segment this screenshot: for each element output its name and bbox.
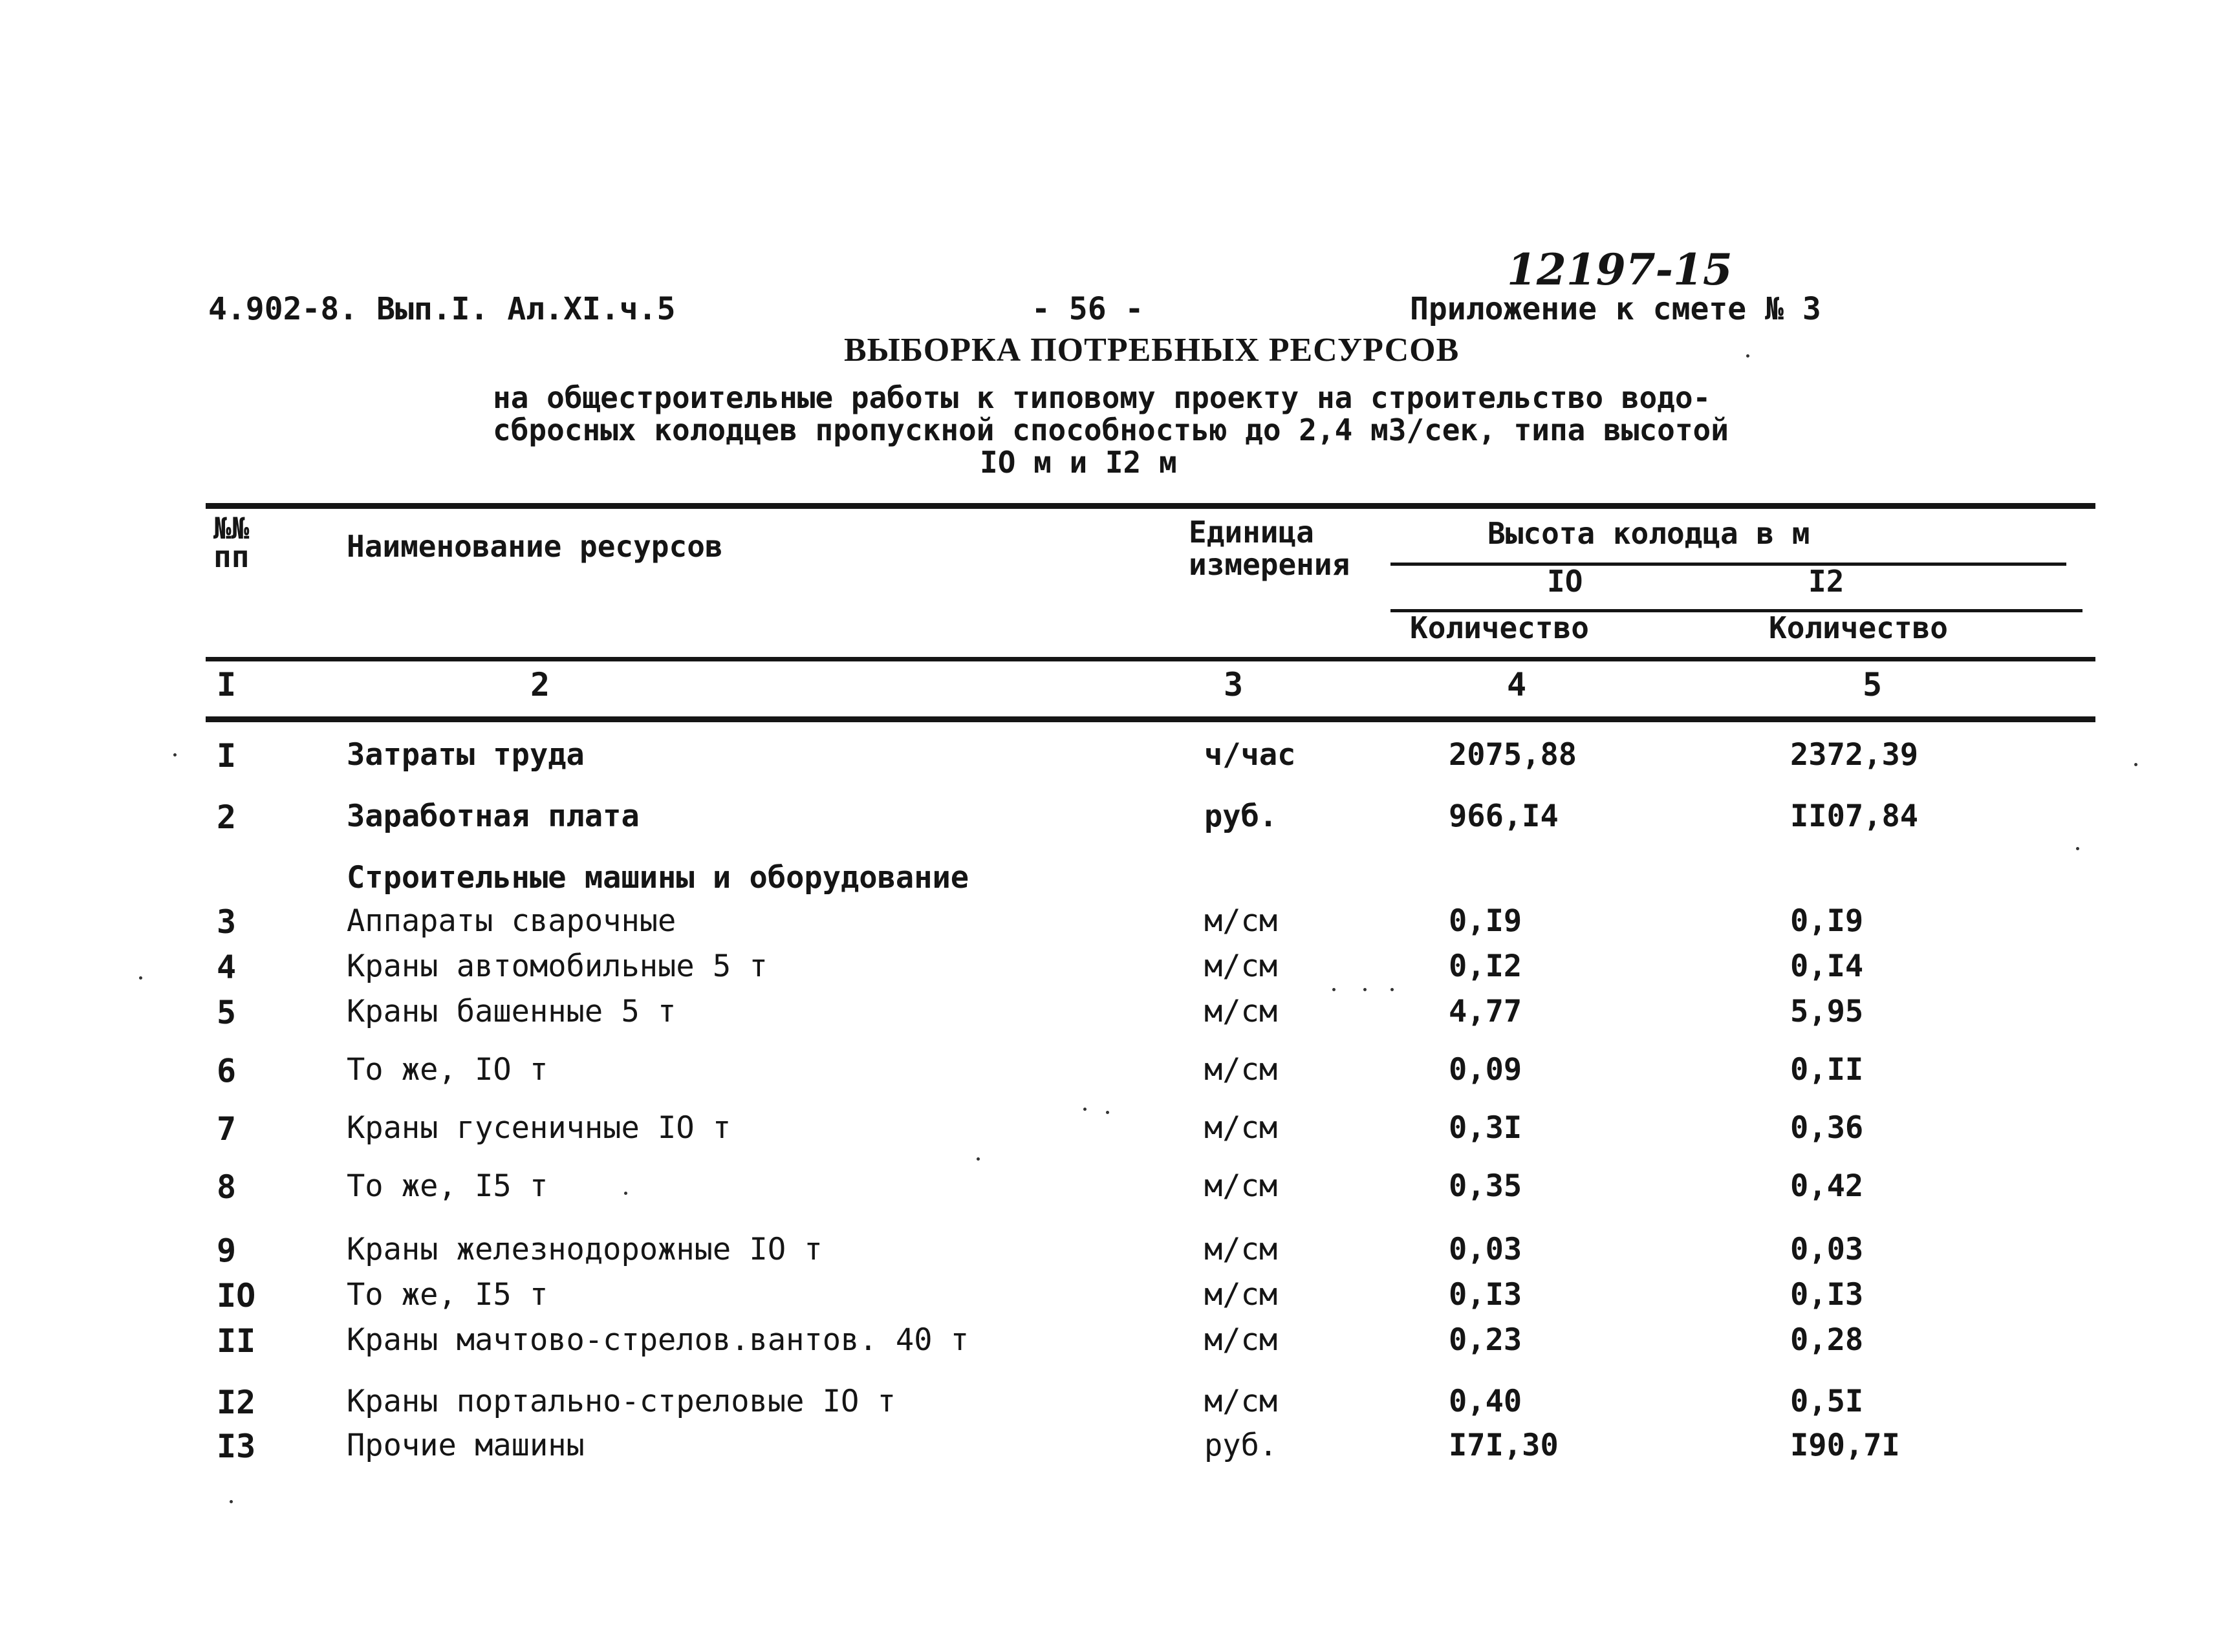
row-number: I [217, 737, 237, 775]
quantity-12m: 5,95 [1790, 994, 1864, 1029]
header-quantity-12: Количество [1769, 610, 1948, 645]
header-unit: Единица измерения [1189, 515, 1350, 582]
unit: м/см [1204, 949, 1278, 984]
resource-name: Краны гусеничные IO т [347, 1110, 731, 1146]
quantity-10m: 2075,88 [1449, 737, 1577, 773]
header-height-12: I2 [1808, 564, 1844, 599]
row-number: 6 [217, 1052, 237, 1089]
resource-name: Краны железнодорожные IO т [347, 1232, 823, 1267]
quantity-10m: 0,23 [1449, 1322, 1522, 1358]
column-numbers-rule [206, 716, 2095, 722]
quantity-12m: 0,36 [1790, 1110, 1864, 1146]
unit: руб. [1204, 799, 1278, 834]
quantity-10m: 0,35 [1449, 1168, 1522, 1204]
quantity-10m: 0,I9 [1449, 903, 1522, 939]
resource-name: Краны башенные 5 т [347, 994, 676, 1029]
subtitle-line-1: на общестроительные работы к типовому проекту на строительство водо- [493, 380, 1711, 415]
quantity-12m: 2372,39 [1790, 737, 1919, 773]
quantity-12m: II07,84 [1790, 799, 1919, 834]
quantity-12m: 0,5I [1790, 1384, 1864, 1419]
column-number-3: 3 [1224, 666, 1244, 703]
quantity-10m: 0,03 [1449, 1232, 1522, 1267]
resource-name: То же, I5 т [347, 1277, 548, 1313]
row-number: 8 [217, 1168, 237, 1206]
resource-name: То же, IO т [347, 1052, 548, 1088]
unit: м/см [1204, 1277, 1278, 1313]
quantity-10m: I7I,30 [1449, 1428, 1559, 1463]
resource-name: Аппараты сварочные [347, 903, 676, 939]
resource-name: Заработная плата [347, 799, 640, 834]
quantity-10m: 0,I2 [1449, 949, 1522, 984]
group-header-rule [1390, 563, 2066, 566]
unit: м/см [1204, 1168, 1278, 1204]
row-number: 4 [217, 949, 237, 986]
unit: м/см [1204, 903, 1278, 939]
quantity-12m: 0,II [1790, 1052, 1864, 1088]
unit: м/см [1204, 994, 1278, 1029]
resource-name: Затраты труда [347, 737, 585, 773]
quantity-10m: 0,I3 [1449, 1277, 1522, 1313]
header-row-number: №№ пп [213, 511, 250, 574]
subtitle-line-2: сбросных колодцев пропускной способностью до 2,4 м3/сек, типа высотой [493, 413, 1729, 447]
unit: м/см [1204, 1052, 1278, 1088]
quantity-10m: 0,3I [1449, 1110, 1522, 1146]
row-number: 5 [217, 994, 237, 1031]
table-top-rule [206, 503, 2095, 509]
unit: м/см [1204, 1232, 1278, 1267]
resource-name: Краны автомобильные 5 т [347, 949, 768, 984]
row-number: II [217, 1322, 256, 1360]
quantity-12m: 0,28 [1790, 1322, 1864, 1358]
unit: ч/час [1204, 737, 1296, 773]
header-quantity-10: Количество [1410, 610, 1589, 645]
column-number-5: 5 [1863, 666, 1883, 703]
unit: м/см [1204, 1110, 1278, 1146]
row-number: I3 [217, 1428, 256, 1465]
quantity-12m: 0,I4 [1790, 949, 1864, 984]
quantity-12m: 0,03 [1790, 1232, 1864, 1267]
quantity-10m: 0,40 [1449, 1384, 1522, 1419]
quantity-10m: 0,09 [1449, 1052, 1522, 1088]
unit: м/см [1204, 1322, 1278, 1358]
quantity-10m: 4,77 [1449, 994, 1522, 1029]
row-number: 7 [217, 1110, 237, 1148]
row-number: IO [217, 1277, 256, 1314]
resource-name: Краны портально-стреловые IO т [347, 1384, 896, 1419]
header-resource-name: Наименование ресурсов [347, 529, 723, 564]
document-code: 4.902-8. Вып.I. Ал.XI.ч.5 [208, 291, 676, 327]
section-heading: Строительные машины и оборудование [347, 860, 969, 896]
resource-name: То же, I5 т [347, 1168, 548, 1204]
unit: м/см [1204, 1384, 1278, 1419]
quantity-12m: I90,7I [1790, 1428, 1900, 1463]
resource-name: Прочие машины [347, 1428, 585, 1463]
column-number-1: I [217, 666, 237, 703]
header-bottom-rule [206, 657, 2095, 661]
unit: руб. [1204, 1428, 1278, 1463]
row-number: I2 [217, 1384, 256, 1421]
row-number: 3 [217, 903, 237, 941]
column-number-2: 2 [530, 666, 550, 703]
page-number: - 56 - [1032, 291, 1144, 327]
quantity-12m: 0,I3 [1790, 1277, 1864, 1313]
header-height-10: IO [1547, 564, 1583, 599]
appendix-label: Приложение к смете № 3 [1410, 291, 1821, 327]
header-height-group: Высота колодца в м [1487, 516, 1810, 551]
page-title: ВЫБОРКА ПОТРЕБНЫХ РЕСУРСОВ [844, 332, 1460, 369]
row-number: 9 [217, 1232, 237, 1269]
quantity-10m: 966,I4 [1449, 799, 1559, 834]
resource-name: Краны мачтово-стрелов.вантов. 40 т [347, 1322, 969, 1358]
quantity-12m: 0,42 [1790, 1168, 1864, 1204]
subtitle-line-3: IO м и I2 м [980, 445, 1177, 480]
handwritten-number: 12197-15 [1507, 244, 1733, 295]
column-number-4: 4 [1507, 666, 1527, 703]
quantity-12m: 0,I9 [1790, 903, 1864, 939]
row-number: 2 [217, 799, 237, 836]
